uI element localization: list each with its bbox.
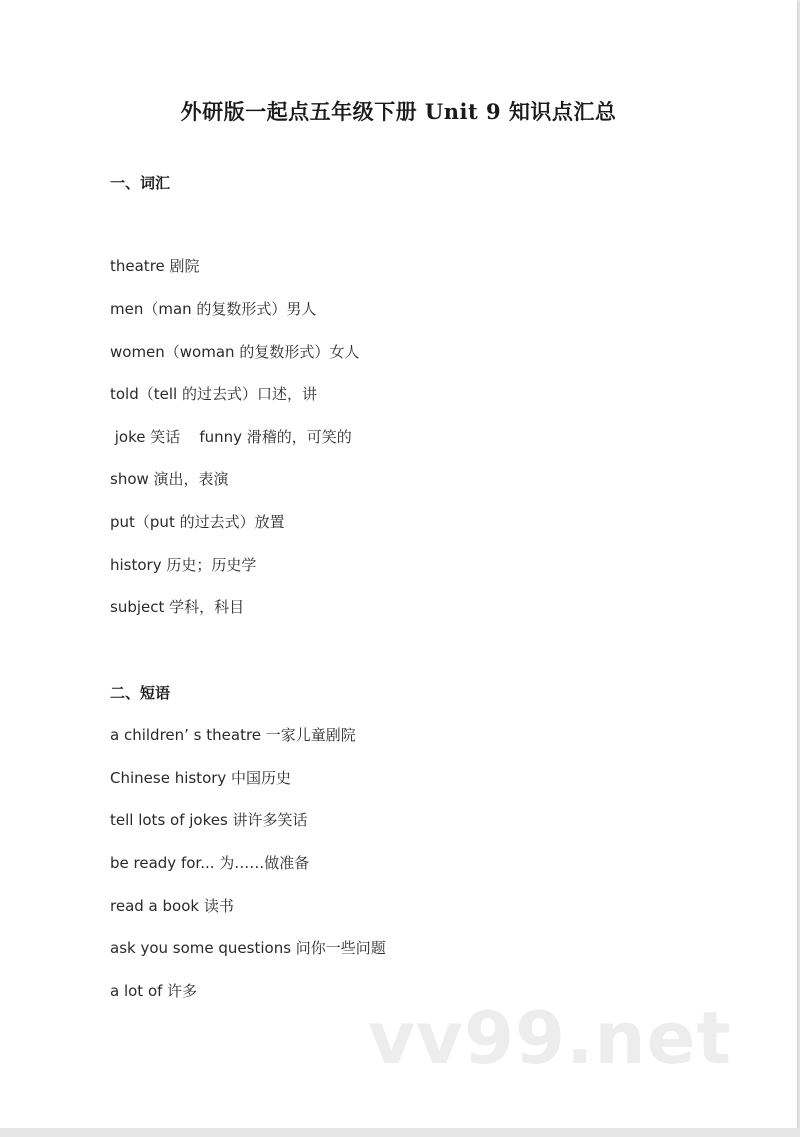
vocabulary-line: subject 学科，科目	[110, 598, 245, 616]
vocabulary-line: history 历史；历史学	[110, 556, 257, 574]
vocabulary-line: joke 笑话 funny 滑稽的，可笑的	[110, 428, 352, 446]
watermark: vv99.net	[368, 996, 732, 1080]
vocabulary-line: women（woman 的复数形式）女人	[110, 343, 360, 361]
vocabulary-line: men（man 的复数形式）男人	[110, 300, 317, 318]
document-title: 外研版一起点五年级下册 Unit 9 知识点汇总	[180, 99, 617, 124]
phrase-line: ask you some questions 问你一些问题	[110, 939, 386, 957]
phrase-line: a children’ s theatre 一家儿童剧院	[110, 726, 356, 744]
phrase-line: read a book 读书	[110, 897, 234, 915]
section-heading-phrases: 二、短语	[110, 684, 171, 702]
vocabulary-line: show 演出，表演	[110, 470, 229, 488]
vocabulary-line: theatre 剧院	[110, 257, 200, 275]
phrase-line: tell lots of jokes 讲许多笑话	[110, 811, 308, 829]
vocabulary-line: put（put 的过去式）放置	[110, 513, 285, 531]
phrase-line: be ready for... 为……做准备	[110, 854, 310, 872]
page-bottom-edge	[0, 1128, 800, 1137]
vocabulary-line: told（tell 的过去式）口述，讲	[110, 385, 317, 403]
phrase-line: a lot of 许多	[110, 982, 198, 1000]
section-heading-vocabulary: 一、词汇	[110, 174, 171, 192]
phrase-line: Chinese history 中国历史	[110, 769, 292, 787]
